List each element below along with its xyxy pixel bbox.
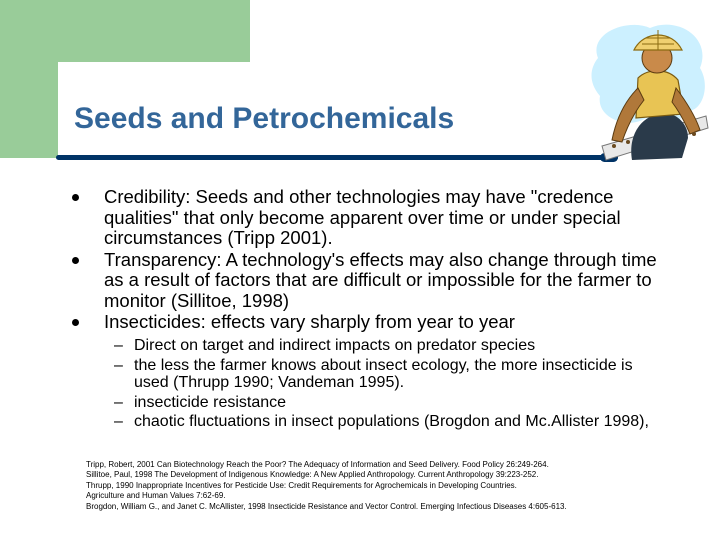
reference-item: Sillitoe, Paul, 1998 The Development of Indigenous Knowledge: A New Applied Anthropology. Current Anthropology 39:223-252.: [86, 470, 539, 480]
dash-marker: –: [114, 337, 123, 354]
sub-bullet-text: Direct on target and indirect impacts on predator species: [134, 337, 536, 354]
main-bullet-list: [70, 187, 670, 334]
dash-marker: –: [114, 393, 123, 411]
slide-title: Seeds and Petrochemicals: [74, 102, 455, 135]
bullet-item: [70, 187, 670, 249]
bullet-text: Credibility: Seeds and other technologies may have "credence qualities" that only become apparent over time or under special circumstances (Tripp 2001).: [104, 186, 621, 248]
dash-marker: –: [114, 413, 123, 430]
sub-bullet-text: insecticide resistance: [134, 393, 287, 411]
farmer-planting-seeds-icon: [588, 18, 712, 166]
reference-item: Thrupp, 1990 Inappropriate Incentives for Pesticide Use: Credit Requirements for Agrochemicals in Developing Countries.: [86, 480, 517, 490]
sub-bullet-item: [100, 413, 670, 431]
sub-bullet-text: chaotic fluctuations in insect populations (Brogdon and Mc.Allister 1998),: [134, 413, 649, 430]
bullet-dot-icon: [72, 319, 79, 326]
dash-marker: –: [114, 356, 123, 374]
reference-item: Tripp, Robert, 2001 Can Biotechnology Reach the Poor? The Adequacy of Information and Seed Delivery. Food Policy 26:249-264.: [86, 460, 549, 469]
bullet-dot-icon: [72, 257, 79, 264]
sub-bullet-item: [100, 337, 670, 355]
sub-bullet-item: [100, 357, 670, 392]
title-underline: [56, 155, 618, 160]
bullet-text: Transparency: A technology's effects may also change through time as a result of factors that are difficult or impossible for the farmer to monitor (Sillitoe, 1998): [104, 248, 657, 311]
bullet-text: Insecticides: effects vary sharply from year to year: [104, 311, 515, 332]
bullet-dot-icon: [72, 194, 79, 201]
reference-list: [86, 460, 716, 512]
sub-bullet-list: [100, 337, 670, 433]
sub-bullet-item: [100, 394, 670, 412]
bullet-item: [70, 312, 670, 333]
sub-bullet-text: the less the farmer knows about insect ecology, the more insecticide is used (Thrupp 1990; Vandeman 1995).: [134, 356, 633, 391]
decor-green-strip: [0, 0, 58, 158]
reference-item: Brogdon, William G., and Janet C. McAllister, 1998 Insecticide Resistance and Vector Control. Emerging Infectious Diseases 4:605-613.: [86, 501, 567, 511]
bullet-item: [70, 250, 670, 312]
reference-item: Agriculture and Human Values 7:62-69.: [86, 491, 226, 501]
